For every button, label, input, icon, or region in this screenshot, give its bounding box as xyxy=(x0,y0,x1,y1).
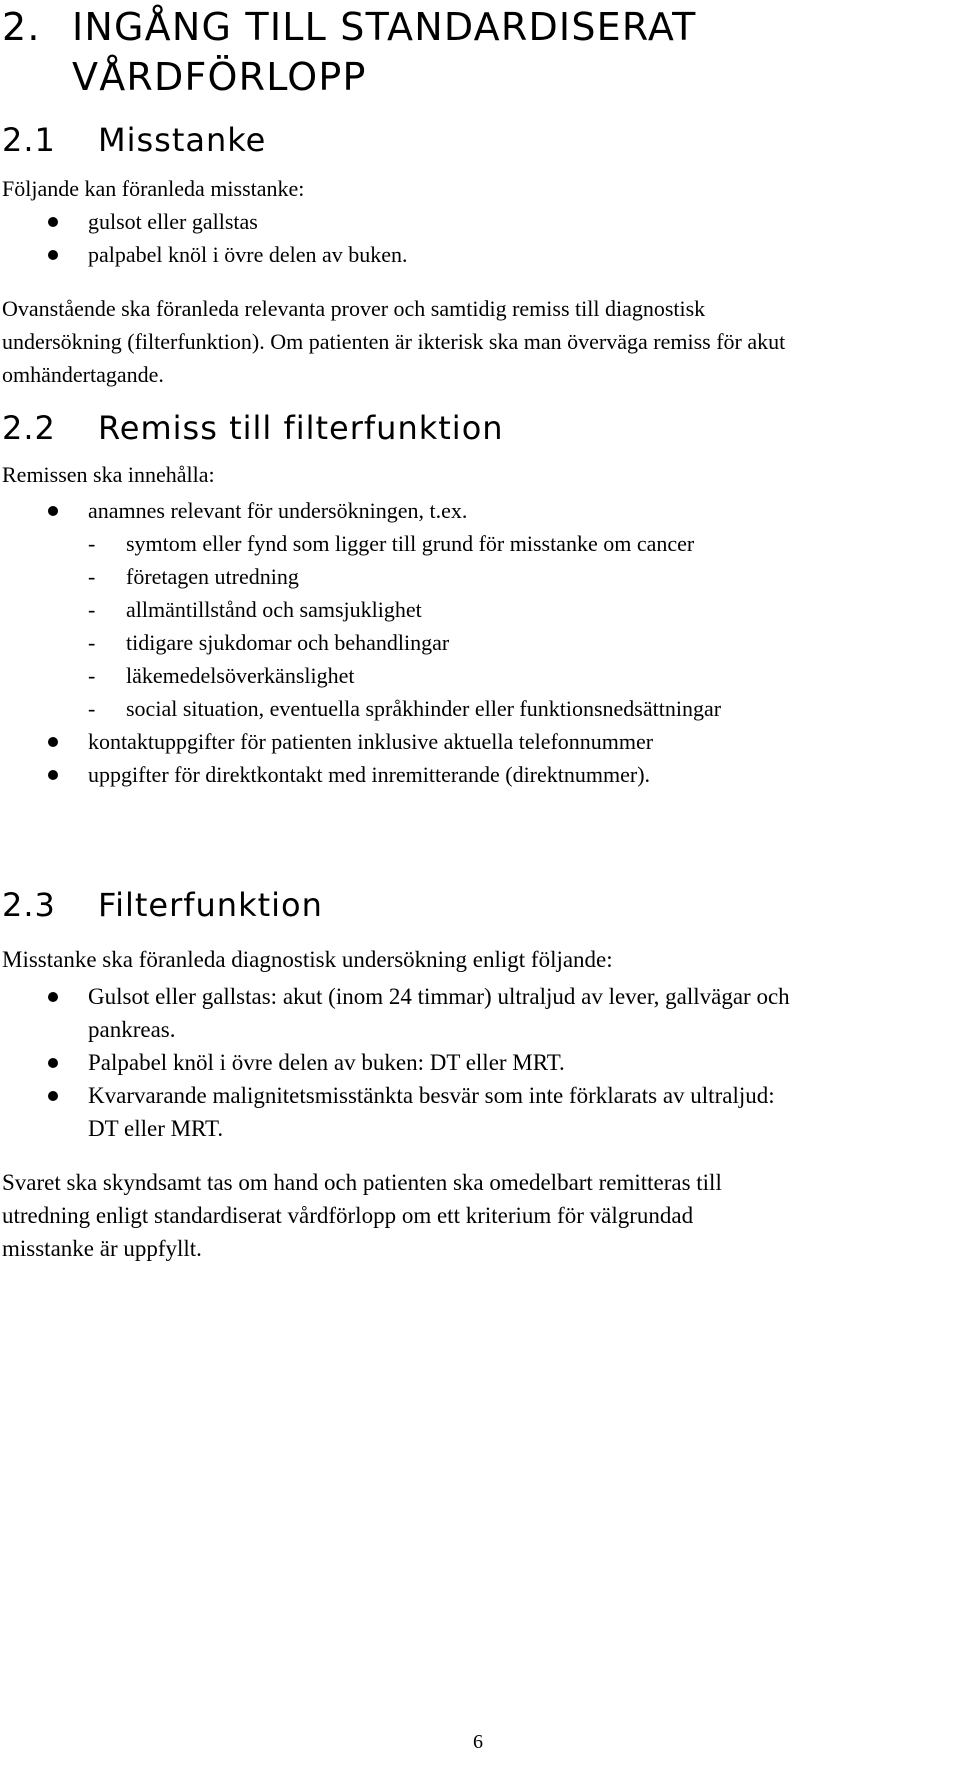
paragraph: Ovanstående ska föranleda relevanta prover och samtidig remiss till diagnostisk undersökning (filterfunktion). Om patienten är ikterisk ska man överväga remiss för akut omhändertagande. xyxy=(2,296,786,387)
section-heading-2-2 xyxy=(2,408,504,448)
list-item: gulsot eller gallstas xyxy=(2,205,408,238)
list-item: kontaktuppgifter för patienten inklusive aktuella telefonnummer xyxy=(2,725,721,758)
page-number: 6 xyxy=(473,1731,483,1753)
sub-list-item: - social situation, eventuella språkhinder eller funktionsnedsättningar xyxy=(2,692,721,725)
bullet-icon xyxy=(48,250,58,260)
sub-list-item: - tidigare sjukdomar och behandlingar xyxy=(2,626,721,659)
dash-marker: - xyxy=(88,531,96,556)
bullet-icon xyxy=(48,1058,58,1068)
list-item: Kvarvarande malignitetsmisstänkta besvär som inte förklarats av ultraljud: DT eller MRT. xyxy=(2,1079,790,1145)
bullet-icon xyxy=(48,1091,58,1101)
chapter-heading xyxy=(2,2,697,102)
dash-marker: - xyxy=(88,564,96,589)
section-number: 2.1 xyxy=(2,121,56,159)
bullet-list xyxy=(2,980,790,1145)
list-item: Palpabel knöl i övre delen av buken: DT eller MRT. xyxy=(2,1046,790,1079)
section-title: Filterfunktion xyxy=(98,886,323,924)
sub-list-item: - symtom eller fynd som ligger till grund för misstanke om cancer xyxy=(2,527,721,560)
chapter-number: 2. xyxy=(2,5,41,49)
list-item: palpabel knöl i övre delen av buken. xyxy=(2,238,408,271)
bullet-icon xyxy=(48,217,58,227)
sub-list-item: - allmäntillstånd och samsjuklighet xyxy=(2,593,721,626)
chapter-title-line2: VÅRDFÖRLOPP xyxy=(72,55,367,99)
section-title: Misstanke xyxy=(98,121,267,159)
section-heading-2-3 xyxy=(2,885,323,925)
bullet-icon xyxy=(48,737,58,747)
list-item: Gulsot eller gallstas: akut (inom 24 timmar) ultraljud av lever, gallvägar och pankreas. xyxy=(2,980,790,1046)
list-item: anamnes relevant för undersökningen, t.ex. xyxy=(2,494,721,527)
dash-marker: - xyxy=(88,597,96,622)
bullet-icon xyxy=(48,506,58,516)
dash-marker: - xyxy=(88,696,96,721)
paragraph: Svaret ska skyndsamt tas om hand och patienten ska omedelbart remitteras till utredning enligt standardiserat vårdförlopp om ett kriterium för välgrundad misstanke är uppfyllt. xyxy=(2,1170,722,1261)
dash-marker: - xyxy=(88,630,96,655)
section-number: 2.3 xyxy=(2,886,56,924)
bullet-list xyxy=(2,205,408,271)
section-intro: Misstanke ska föranleda diagnostisk undersökning enligt följande: xyxy=(2,947,613,972)
dash-marker: - xyxy=(88,663,96,688)
section-heading-2-1 xyxy=(2,120,266,160)
section-intro: Remissen ska innehålla: xyxy=(2,462,215,487)
bullet-list xyxy=(2,494,721,791)
section-number: 2.2 xyxy=(2,409,56,447)
bullet-icon xyxy=(48,992,58,1002)
chapter-title-line1: INGÅNG TILL STANDARDISERAT xyxy=(72,5,697,49)
section-intro: Följande kan föranleda misstanke: xyxy=(2,176,305,201)
bullet-icon xyxy=(48,770,58,780)
list-item: uppgifter för direktkontakt med inremitterande (direktnummer). xyxy=(2,758,721,791)
section-title: Remiss till filterfunktion xyxy=(98,409,504,447)
sub-list-item: - läkemedelsöverkänslighet xyxy=(2,659,721,692)
sub-list-item: - företagen utredning xyxy=(2,560,721,593)
